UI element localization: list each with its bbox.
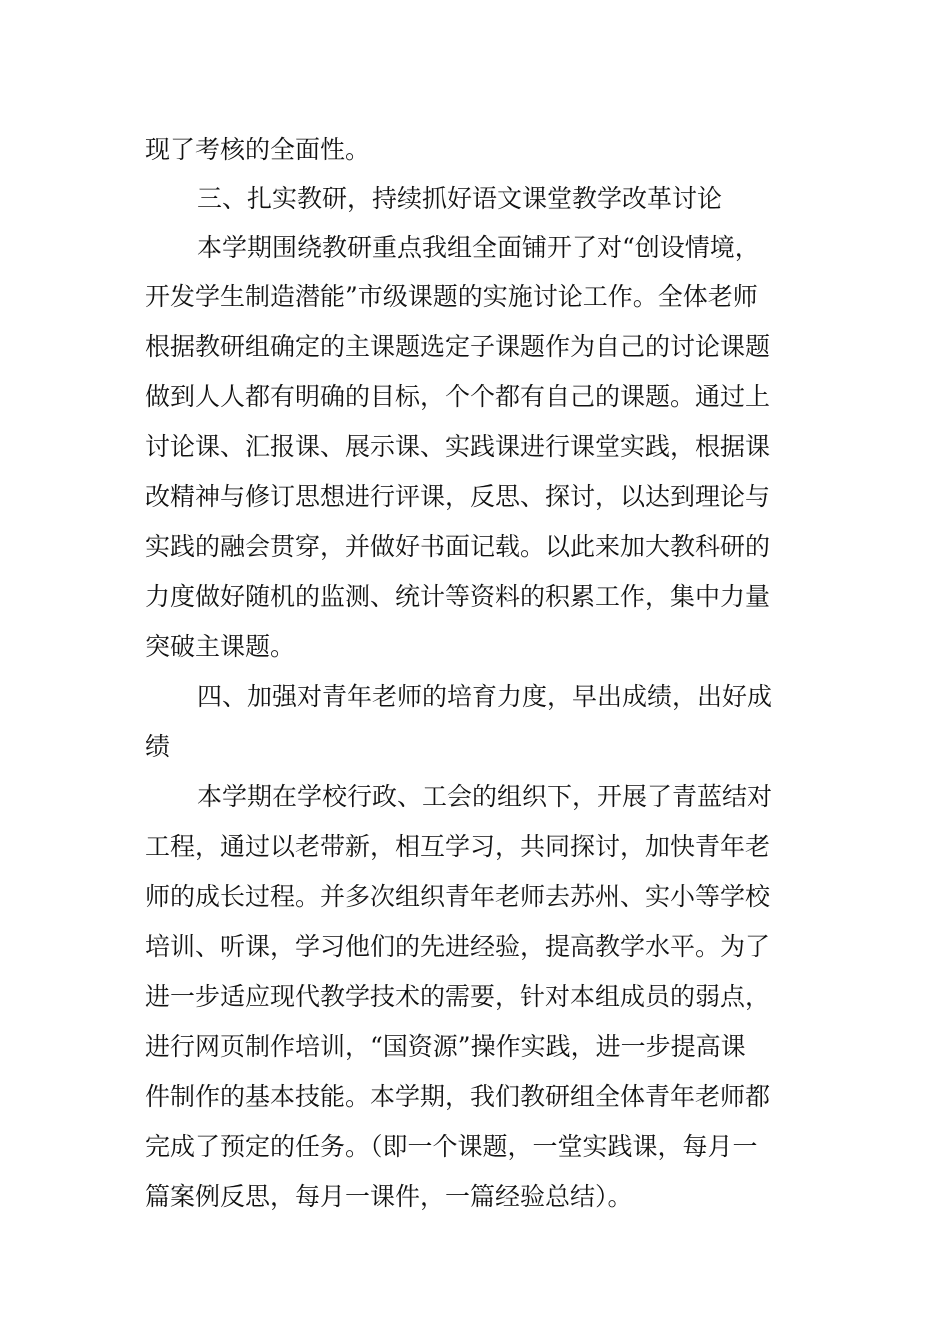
paragraph-line: 进行网页制作培训，“国资源”操作实践，进一步提高课 bbox=[145, 1032, 746, 1061]
paragraph-line: 做到人人都有明确的目标，个个都有自己的课题。通过上 bbox=[145, 382, 771, 411]
section-heading-3: 三、扎实教研，持续抓好语文课堂教学改革讨论 bbox=[197, 184, 723, 213]
paragraph-line: 完成了预定的任务。（即一个课题，一堂实践课，每月一 bbox=[145, 1132, 758, 1161]
section-heading-4: 四、加强对青年老师的培育力度，早出成绩，出好成 bbox=[197, 682, 773, 711]
paragraph-line: 培训、听课，学习他们的先进经验，提高教学水平。为了 bbox=[145, 932, 771, 961]
paragraph-line: 篇案例反思，每月一课件，一篇经验总结）。 bbox=[145, 1182, 633, 1211]
paragraph-line: 开发学生制造潜能”市级课题的实施讨论工作。全体老师 bbox=[145, 282, 758, 311]
paragraph-line: 现了考核的全面性。 bbox=[145, 135, 371, 164]
paragraph-line: 改精神与修订思想进行评课，反思、探讨，以达到理论与 bbox=[145, 482, 771, 511]
paragraph-line: 讨论课、汇报课、展示课、实践课进行课堂实践，根据课 bbox=[145, 432, 771, 461]
paragraph-line: 本学期围绕教研重点我组全面铺开了对“创设情境， bbox=[197, 233, 760, 262]
paragraph-line: 师的成长过程。并多次组织青年老师去苏州、实小等学校 bbox=[145, 882, 771, 911]
paragraph-line: 突破主课题。 bbox=[145, 632, 296, 661]
paragraph-line: 本学期在学校行政、工会的组织下，开展了青蓝结对 bbox=[197, 782, 773, 811]
paragraph-line: 根据教研组确定的主课题选定子课题作为自己的讨论课题 bbox=[145, 332, 771, 361]
paragraph-line: 实践的融会贯穿，并做好书面记载。以此来加大教科研的 bbox=[145, 532, 771, 561]
paragraph-line: 工程，通过以老带新，相互学习，共同探讨，加快青年老 bbox=[145, 832, 771, 861]
section-heading-4-continued: 绩 bbox=[145, 732, 171, 761]
paragraph-line: 件制作的基本技能。本学期，我们教研组全体青年老师都 bbox=[145, 1082, 771, 1111]
paragraph-line: 力度做好随机的监测、统计等资料的积累工作，集中力量 bbox=[145, 582, 771, 611]
paragraph-line: 进一步适应现代教学技术的需要，针对本组成员的弱点， bbox=[145, 982, 771, 1011]
